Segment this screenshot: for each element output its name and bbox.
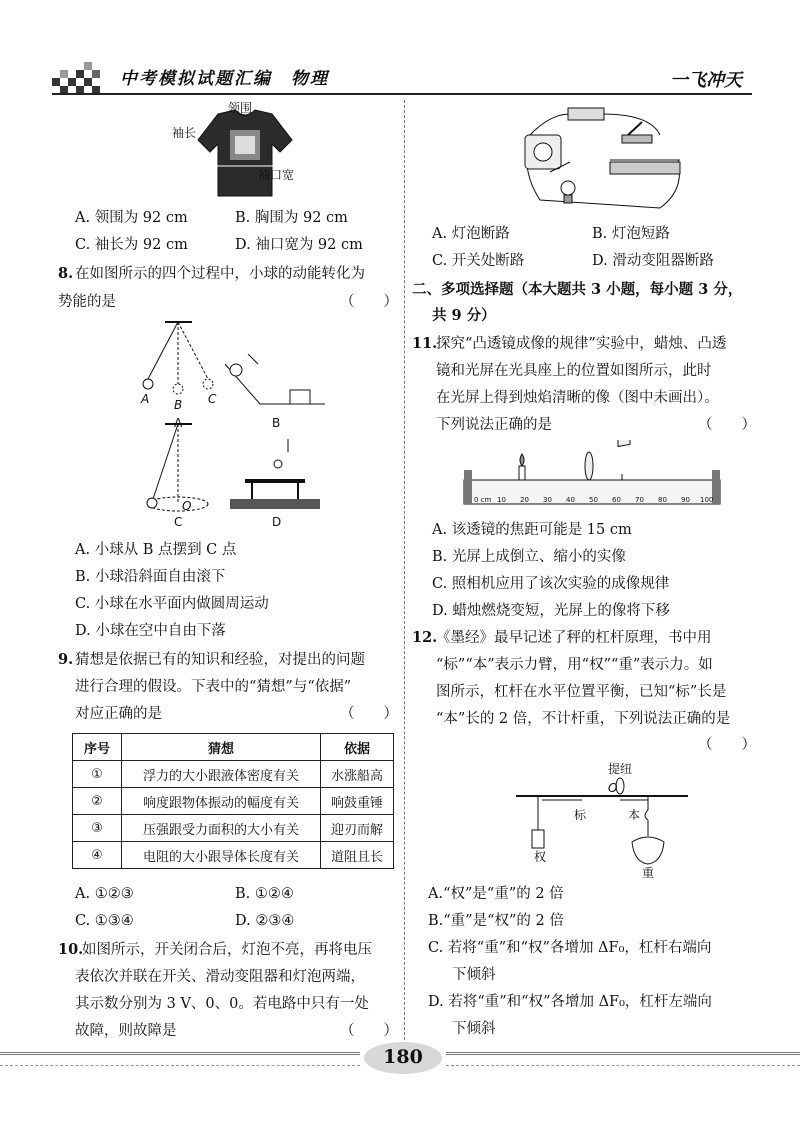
q11-line3: 在光屏上得到烛焰清晰的像（图中未画出）。 [436,390,719,406]
q10-option-d: D. 滑动变阻器断路 [592,253,714,269]
table-cell: 压强跟受力面积的大小有关 [122,815,321,842]
q10-number: 10. [58,941,84,958]
q12-option-d: D. 若将“重”和“权”各增加 ΔF₀，杠杆左端向 [428,994,712,1010]
section2-heading-line1: 二、多项选择题（本大题共 3 小题，每小题 3 分， [412,281,743,298]
q9-table [72,733,394,869]
q11-option-d: D. 蜡烛燃烧变短，光屏上的像将下移 [432,603,670,619]
q12-line2: “标”“本”表示力臂，用“权”“重”表示力。如 [436,657,713,673]
q12-label-rope: 提纽 [608,762,633,776]
ruler-tick-label: 40 [566,496,575,504]
q10-option-b: B. 灯泡短路 [592,226,670,242]
q8-option-d: D. 小球在空中自由下落 [75,623,226,639]
table-cell: 水涨船高 [321,761,394,788]
section2-heading-line2: 共 9 分） [432,307,496,324]
q7-option-d: D. 袖口宽为 92 cm [235,237,363,253]
q9-option-b: B. ①②④ [235,886,294,902]
table-row [73,761,394,788]
table-header-guess: 猜想 [122,734,321,761]
q8-fig-point-a: A [141,392,150,406]
q8-fig-label-b: B [272,416,281,430]
page-number: 180 [383,1046,423,1068]
q12-label-quan: 权 [534,850,547,864]
table-header-index: 序号 [73,734,122,761]
footer-ornament-right [446,1052,800,1066]
q10-line1: 如图所示，开关闭合后，灯泡不亮，再将电压 [82,942,372,958]
q8-line2: 势能的是 [58,294,116,310]
q8-fig-label-d: D [272,515,282,529]
ruler-tick-label: 70 [635,496,644,504]
q12-number: 12. [412,629,438,646]
q8-option-b: B. 小球沿斜面自由滚下 [75,569,226,585]
table-header-basis: 依据 [321,734,394,761]
table-cell: 电阻的大小跟导体长度有关 [122,842,321,869]
footer-ornament-left [0,1052,360,1066]
q7-option-c: C. 袖长为 92 cm [75,237,188,253]
tshirt-icon [180,100,310,200]
q12-option-c-cont: 下倾斜 [452,967,496,983]
q8-fig-label-c: C [174,515,183,529]
q12-label-zhong: 重 [642,866,655,880]
q10-line4: 故障，则故障是 [75,1023,177,1039]
q11-line2: 镜和光屏在光具座上的位置如图所示，此时 [436,363,712,379]
q12-option-c: C. 若将“重”和“权”各增加 ΔF₀，杠杆右端向 [428,940,712,956]
q8-fig-point-c: C [208,392,217,406]
table-cell: ① [73,761,122,788]
header-brand: 一飞冲天 [670,70,742,91]
q12-line1: 《墨经》最早记述了秤的杠杆原理，书中用 [436,630,712,646]
q8-option-a: A. 小球从 B 点摆到 C 点 [75,542,237,558]
table-cell: 响鼓重锤 [321,788,394,815]
q11-number: 11. [412,335,438,352]
q8-option-c: C. 小球在水平面内做圆周运动 [75,596,269,612]
q9-bracket: （ ） [340,706,398,722]
q12-option-d-cont: 下倾斜 [452,1021,496,1037]
q12-option-b: B.“重”是“权”的 2 倍 [428,913,564,929]
ruler-tick-label: 10 [497,496,506,504]
q11-line1: 探究“凸透镜成像的规律”实验中，蜡烛、凸透 [436,336,727,352]
table-header-row [73,734,394,761]
q10-option-c: C. 开关处断路 [432,253,525,269]
header-checker-logo [52,62,100,94]
q12-line3: 图所示，杠杆在水平位置平衡，已知“标”长是 [436,684,727,700]
header-rule [52,93,752,95]
q12-label-o: O [608,781,618,795]
q10-line2: 表依次并联在开关、滑动变阻器和灯泡两端， [75,969,365,985]
ruler-tick-label: 30 [543,496,552,504]
q7-tshirt-figure [180,100,310,200]
table-cell: 迎刃而解 [321,815,394,842]
q9-option-a: A. ①②③ [75,886,134,902]
ruler-tick-label: 60 [612,496,621,504]
q9-line1: 猜想是依据已有的知识和经验，对提出的问题 [75,652,365,668]
table-row [73,842,394,869]
checker-icon [52,62,100,94]
q12-option-a: A.“权”是“重”的 2 倍 [428,886,564,902]
q11-ruler [474,496,714,508]
q12-label-biao: 标 [574,808,587,822]
q10-line3: 其示数分别为 3 V、0、0。若电路中只有一处 [75,996,369,1012]
q9-number: 9. [58,651,74,668]
table-cell: ② [73,788,122,815]
q10-option-a: A. 灯泡断路 [432,226,510,242]
q8-bracket: （ ） [340,294,398,310]
table-cell: 浮力的大小跟液体密度有关 [122,761,321,788]
q11-option-c: C. 照相机应用了该次实验的成像规律 [432,576,670,592]
q9-line3: 对应正确的是 [75,706,162,722]
q8-figure [130,314,340,524]
table-cell: 道阻且长 [321,842,394,869]
q7-label-collar: 领围 [228,101,253,115]
q12-line4: “本”长的 2 倍，不计杆重，下列说法正确的是 [436,711,731,727]
q8-line1: 在如图所示的四个过程中，小球的动能转化为 [75,266,365,282]
q7-label-sleeve: 袖长 [172,126,197,140]
q8-fig-point-b: B [174,398,183,412]
ruler-tick-label: 50 [589,496,598,504]
table-cell: ④ [73,842,122,869]
q7-option-b: B. 胸围为 92 cm [235,210,348,226]
ruler-tick-label: 90 [681,496,690,504]
q9-option-d: D. ②③④ [235,913,295,929]
ruler-tick-label: 100 [700,496,714,504]
q11-line4: 下列说法正确的是 [436,417,552,433]
header-title: 中考模拟试题汇编 物理 [120,69,329,89]
q8-number: 8. [58,265,74,282]
table-row [73,788,394,815]
q11-bracket: （ ） [698,417,756,433]
q8-fig-label-a: A [174,416,183,430]
q10-bracket: （ ） [340,1023,398,1039]
table-cell: ③ [73,815,122,842]
table-cell: 响度跟物体振动的幅度有关 [122,788,321,815]
q8-fig-point-o: O [182,499,192,513]
q11-option-a: A. 该透镜的焦距可能是 15 cm [432,522,632,538]
q12-label-ben: 本 [628,808,641,822]
q12-bracket: （ ） [698,737,756,753]
ruler-tick-label: 20 [520,496,529,504]
q9-line2: 进行合理的假设。下表中的“猜想”与“依据” [75,679,352,695]
q9-option-c: C. ①③④ [75,913,134,929]
q10-circuit-figure [510,100,690,218]
q7-label-cuff: 袖口宽 [258,168,295,182]
q7-option-a: A. 领围为 92 cm [75,210,188,226]
table-row [73,815,394,842]
ruler-tick-label: 80 [658,496,667,504]
q11-option-b: B. 光屏上成倒立、缩小的实像 [432,549,626,565]
ruler-tick-label: 0 cm [474,496,492,504]
column-divider [404,100,405,1040]
